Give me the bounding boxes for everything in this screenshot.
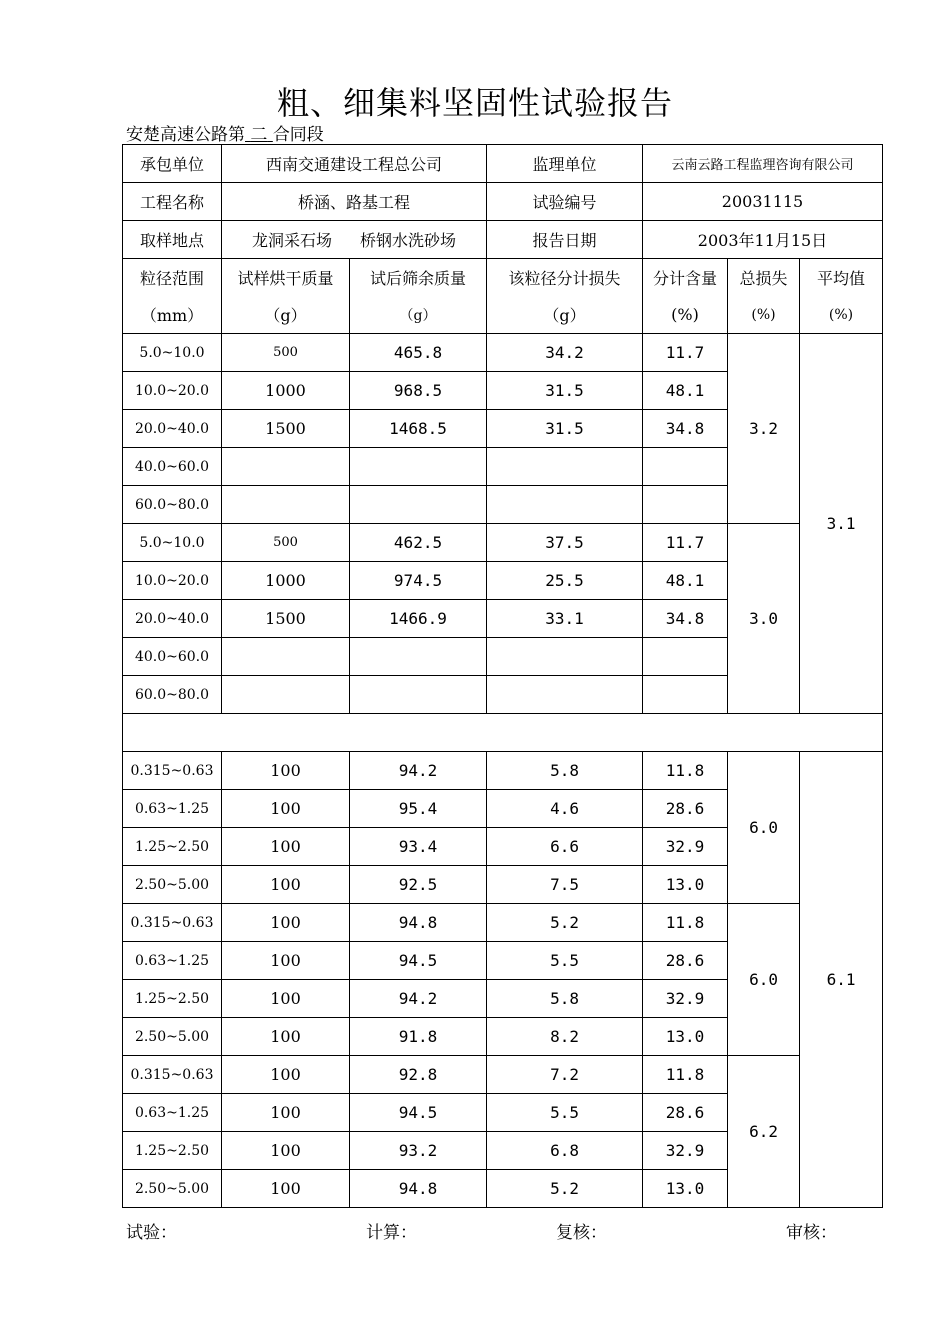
content-cell: 13.0 [643,1170,728,1208]
remain-mass-cell [350,676,487,714]
supervisor-label: 监理单位 [487,145,643,183]
dry-mass-cell: 100 [222,828,350,866]
content-cell: 32.9 [643,828,728,866]
content-cell: 11.8 [643,904,728,942]
average-cell: 6.1 [800,752,883,1208]
column-header-row [123,259,883,297]
content-cell: 13.0 [643,1018,728,1056]
size-range-cell: 0.315~0.63 [123,904,222,942]
section-separator-row [123,714,883,752]
loss-cell: 4.6 [487,790,643,828]
dry-mass-cell: 100 [222,790,350,828]
site-label: 取样地点 [123,221,222,259]
supervisor-value: 云南云路工程监理咨询有限公司 [643,145,883,183]
remain-mass-cell: 92.8 [350,1056,487,1094]
subtitle-suffix: 合同段 [272,125,324,145]
dry-mass-cell: 100 [222,1170,350,1208]
remain-mass-cell: 94.5 [350,1094,487,1132]
loss-cell: 6.6 [487,828,643,866]
loss-cell: 37.5 [487,524,643,562]
column-unit-row [123,296,883,334]
content-cell: 48.1 [643,562,728,600]
remain-mass-cell: 92.5 [350,866,487,904]
unit-content: (%) [643,296,728,334]
subtitle-prefix: 安楚高速公路第 [126,125,245,145]
content-cell: 28.6 [643,942,728,980]
report-table [122,144,883,1208]
loss-cell [487,638,643,676]
remain-mass-cell: 462.5 [350,524,487,562]
remain-mass-cell: 465.8 [350,334,487,372]
fine-data-row [123,1056,883,1094]
header-avg: 平均值 [800,259,883,297]
size-range-cell: 1.25~2.50 [123,1132,222,1170]
separator-cell [123,714,883,752]
group-total-loss-cell: 6.0 [728,752,800,904]
loss-cell: 6.8 [487,1132,643,1170]
dry-mass-cell: 100 [222,1132,350,1170]
loss-cell: 5.8 [487,752,643,790]
loss-cell: 5.2 [487,1170,643,1208]
remain-mass-cell: 94.2 [350,980,487,1018]
content-cell: 11.7 [643,524,728,562]
size-range-cell: 1.25~2.50 [123,980,222,1018]
fine-data-row [123,752,883,790]
unit-remain-mass: （g） [350,296,487,334]
content-cell: 32.9 [643,1132,728,1170]
remain-mass-cell [350,638,487,676]
size-range-cell: 10.0~20.0 [123,562,222,600]
dry-mass-cell: 1500 [222,410,350,448]
group-total-loss-cell: 3.0 [728,524,800,714]
header-loss: 该粒径分计损失 [487,259,643,297]
size-range-cell: 0.63~1.25 [123,1094,222,1132]
loss-cell: 33.1 [487,600,643,638]
test-no-value: 20031115 [643,183,883,221]
dry-mass-cell: 100 [222,1018,350,1056]
size-range-cell: 40.0~60.0 [123,448,222,486]
size-range-cell: 0.63~1.25 [123,790,222,828]
remain-mass-cell: 93.2 [350,1132,487,1170]
remain-mass-cell: 95.4 [350,790,487,828]
remain-mass-cell: 1466.9 [350,600,487,638]
loss-cell: 8.2 [487,1018,643,1056]
site-value [222,221,487,259]
subtitle-segment: 二 [250,125,268,145]
remain-mass-cell: 1468.5 [350,410,487,448]
dry-mass-cell: 100 [222,980,350,1018]
dry-mass-cell: 1000 [222,372,350,410]
group-total-loss-cell: 6.2 [728,1056,800,1208]
info-row-project [123,183,883,221]
site-b: 桥钢水洗砂场 [360,231,457,250]
footer-review: 复核： [556,1223,607,1243]
size-range-cell: 0.315~0.63 [123,752,222,790]
dry-mass-cell [222,638,350,676]
content-cell [643,676,728,714]
size-range-cell: 20.0~40.0 [123,410,222,448]
size-range-cell: 60.0~80.0 [123,676,222,714]
loss-cell: 25.5 [487,562,643,600]
loss-cell: 31.5 [487,410,643,448]
contract-section-line [126,120,324,145]
size-range-cell: 1.25~2.50 [123,828,222,866]
content-cell: 48.1 [643,372,728,410]
content-cell: 11.8 [643,752,728,790]
loss-cell: 5.8 [487,980,643,1018]
loss-cell: 34.2 [487,334,643,372]
content-cell: 34.8 [643,410,728,448]
remain-mass-cell: 968.5 [350,372,487,410]
remain-mass-cell [350,448,487,486]
remain-mass-cell [350,486,487,524]
project-label: 工程名称 [123,183,222,221]
info-row-site [123,221,883,259]
footer-test: 试验： [126,1223,177,1243]
content-cell [643,638,728,676]
content-cell: 11.7 [643,334,728,372]
unit-dry-mass: （g） [222,296,350,334]
group-total-loss-cell: 3.2 [728,334,800,524]
date-label: 报告日期 [487,221,643,259]
loss-cell [487,676,643,714]
size-range-cell: 2.50~5.00 [123,1170,222,1208]
dry-mass-cell: 100 [222,752,350,790]
unit-loss: （g） [487,296,643,334]
header-content: 分计含量 [643,259,728,297]
content-cell: 34.8 [643,600,728,638]
remain-mass-cell: 974.5 [350,562,487,600]
test-no-label: 试验编号 [487,183,643,221]
dry-mass-cell: 100 [222,904,350,942]
loss-cell: 7.2 [487,1056,643,1094]
remain-mass-cell: 94.5 [350,942,487,980]
dry-mass-cell [222,676,350,714]
content-cell: 28.6 [643,790,728,828]
unit-size: （mm） [123,296,222,334]
content-cell [643,448,728,486]
group-total-loss-cell: 6.0 [728,904,800,1056]
footer-audit: 审核： [786,1223,837,1243]
loss-cell: 5.5 [487,1094,643,1132]
size-range-cell: 5.0~10.0 [123,524,222,562]
content-cell: 32.9 [643,980,728,1018]
size-range-cell: 0.315~0.63 [123,1056,222,1094]
dry-mass-cell: 1000 [222,562,350,600]
size-range-cell: 60.0~80.0 [123,486,222,524]
date-value: 2003年11月15日 [643,221,883,259]
remain-mass-cell: 94.8 [350,1170,487,1208]
info-row-contractor [123,145,883,183]
loss-cell: 5.2 [487,904,643,942]
loss-cell [487,448,643,486]
size-range-cell: 20.0~40.0 [123,600,222,638]
unit-avg: (%) [800,296,883,334]
header-dry-mass: 试样烘干质量 [222,259,350,297]
header-remain-mass: 试后筛余质量 [350,259,487,297]
project-value: 桥涵、路基工程 [222,183,487,221]
contractor-label: 承包单位 [123,145,222,183]
dry-mass-cell [222,448,350,486]
content-cell [643,486,728,524]
dry-mass-cell: 1500 [222,600,350,638]
loss-cell [487,486,643,524]
dry-mass-cell: 100 [222,1094,350,1132]
header-size: 粒径范围 [123,259,222,297]
remain-mass-cell: 94.8 [350,904,487,942]
size-range-cell: 40.0~60.0 [123,638,222,676]
contractor-value: 西南交通建设工程总公司 [222,145,487,183]
average-cell: 3.1 [800,334,883,714]
footer-calc: 计算： [366,1223,417,1243]
content-cell: 13.0 [643,866,728,904]
dry-mass-cell: 100 [222,866,350,904]
coarse-data-row [123,524,883,562]
loss-cell: 5.5 [487,942,643,980]
size-range-cell: 5.0~10.0 [123,334,222,372]
size-range-cell: 10.0~20.0 [123,372,222,410]
content-cell: 28.6 [643,1094,728,1132]
content-cell: 11.8 [643,1056,728,1094]
size-range-cell: 0.63~1.25 [123,942,222,980]
dry-mass-cell: 500 [222,334,350,372]
dry-mass-cell: 100 [222,942,350,980]
dry-mass-cell: 500 [222,524,350,562]
remain-mass-cell: 94.2 [350,752,487,790]
loss-cell: 31.5 [487,372,643,410]
size-range-cell: 2.50~5.00 [123,1018,222,1056]
fine-data-row [123,904,883,942]
dry-mass-cell: 100 [222,1056,350,1094]
loss-cell: 7.5 [487,866,643,904]
dry-mass-cell [222,486,350,524]
header-total-loss: 总损失 [728,259,800,297]
page-title: 粗、细集料坚固性试验报告 [276,84,673,122]
remain-mass-cell: 93.4 [350,828,487,866]
unit-total-loss: (%) [728,296,800,334]
coarse-data-row [123,334,883,372]
size-range-cell: 2.50~5.00 [123,866,222,904]
remain-mass-cell: 91.8 [350,1018,487,1056]
site-a: 龙洞采石场 [251,231,332,250]
